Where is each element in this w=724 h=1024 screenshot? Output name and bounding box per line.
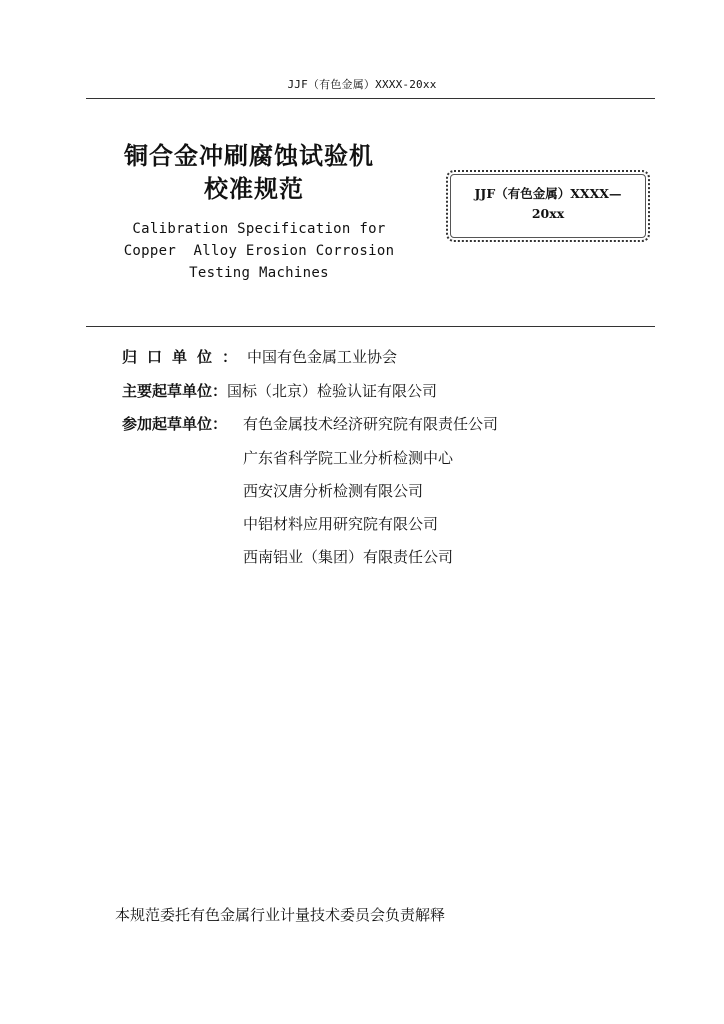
participant-item: 广东省科学院工业分析检测中心 — [243, 449, 454, 467]
main-drafter-row — [122, 381, 437, 401]
title-cn-line-2: 校准规范 — [204, 175, 304, 203]
title-en-line-3: Testing Machines — [189, 265, 329, 281]
responsible-unit-row — [122, 347, 397, 367]
interpretation-note: 本规范委托有色金属行业计量技术委员会负责解释 — [115, 906, 446, 924]
responsible-unit-label: 归口单位： — [122, 348, 248, 366]
title-en — [118, 218, 400, 284]
title-en-line-2: Copper Alloy Erosion Corrosion — [123, 243, 395, 259]
participants-row — [122, 414, 227, 434]
header-divider — [86, 98, 655, 99]
document-title — [120, 140, 400, 206]
title-cn-line-1: 铜合金冲刷腐蚀试验机 — [124, 142, 374, 170]
main-drafter-value: 国标（北京）检验认证有限公司 — [227, 382, 438, 400]
participant-item: 西南铝业（集团）有限责任公司 — [243, 548, 454, 566]
section-divider — [86, 326, 655, 327]
participant-item: 西安汉唐分析检测有限公司 — [243, 482, 424, 500]
participant-item: 有色金属技术经济研究院有限责任公司 — [243, 415, 499, 433]
standard-code-box — [446, 170, 650, 242]
standard-code-line-1: JJF（有色金属）XXXX— — [474, 186, 622, 201]
main-drafter-label: 主要起草单位： — [122, 382, 228, 400]
standard-code-line-2: 20xx — [531, 206, 565, 221]
running-header: JJF（有色金属）XXXX-20xx — [287, 78, 437, 91]
participants-label: 参加起草单位： — [122, 415, 228, 433]
responsible-unit-value: 中国有色金属工业协会 — [247, 348, 398, 366]
participant-item: 中铝材料应用研究院有限公司 — [243, 515, 439, 533]
title-en-line-1: Calibration Specification for — [132, 221, 386, 237]
